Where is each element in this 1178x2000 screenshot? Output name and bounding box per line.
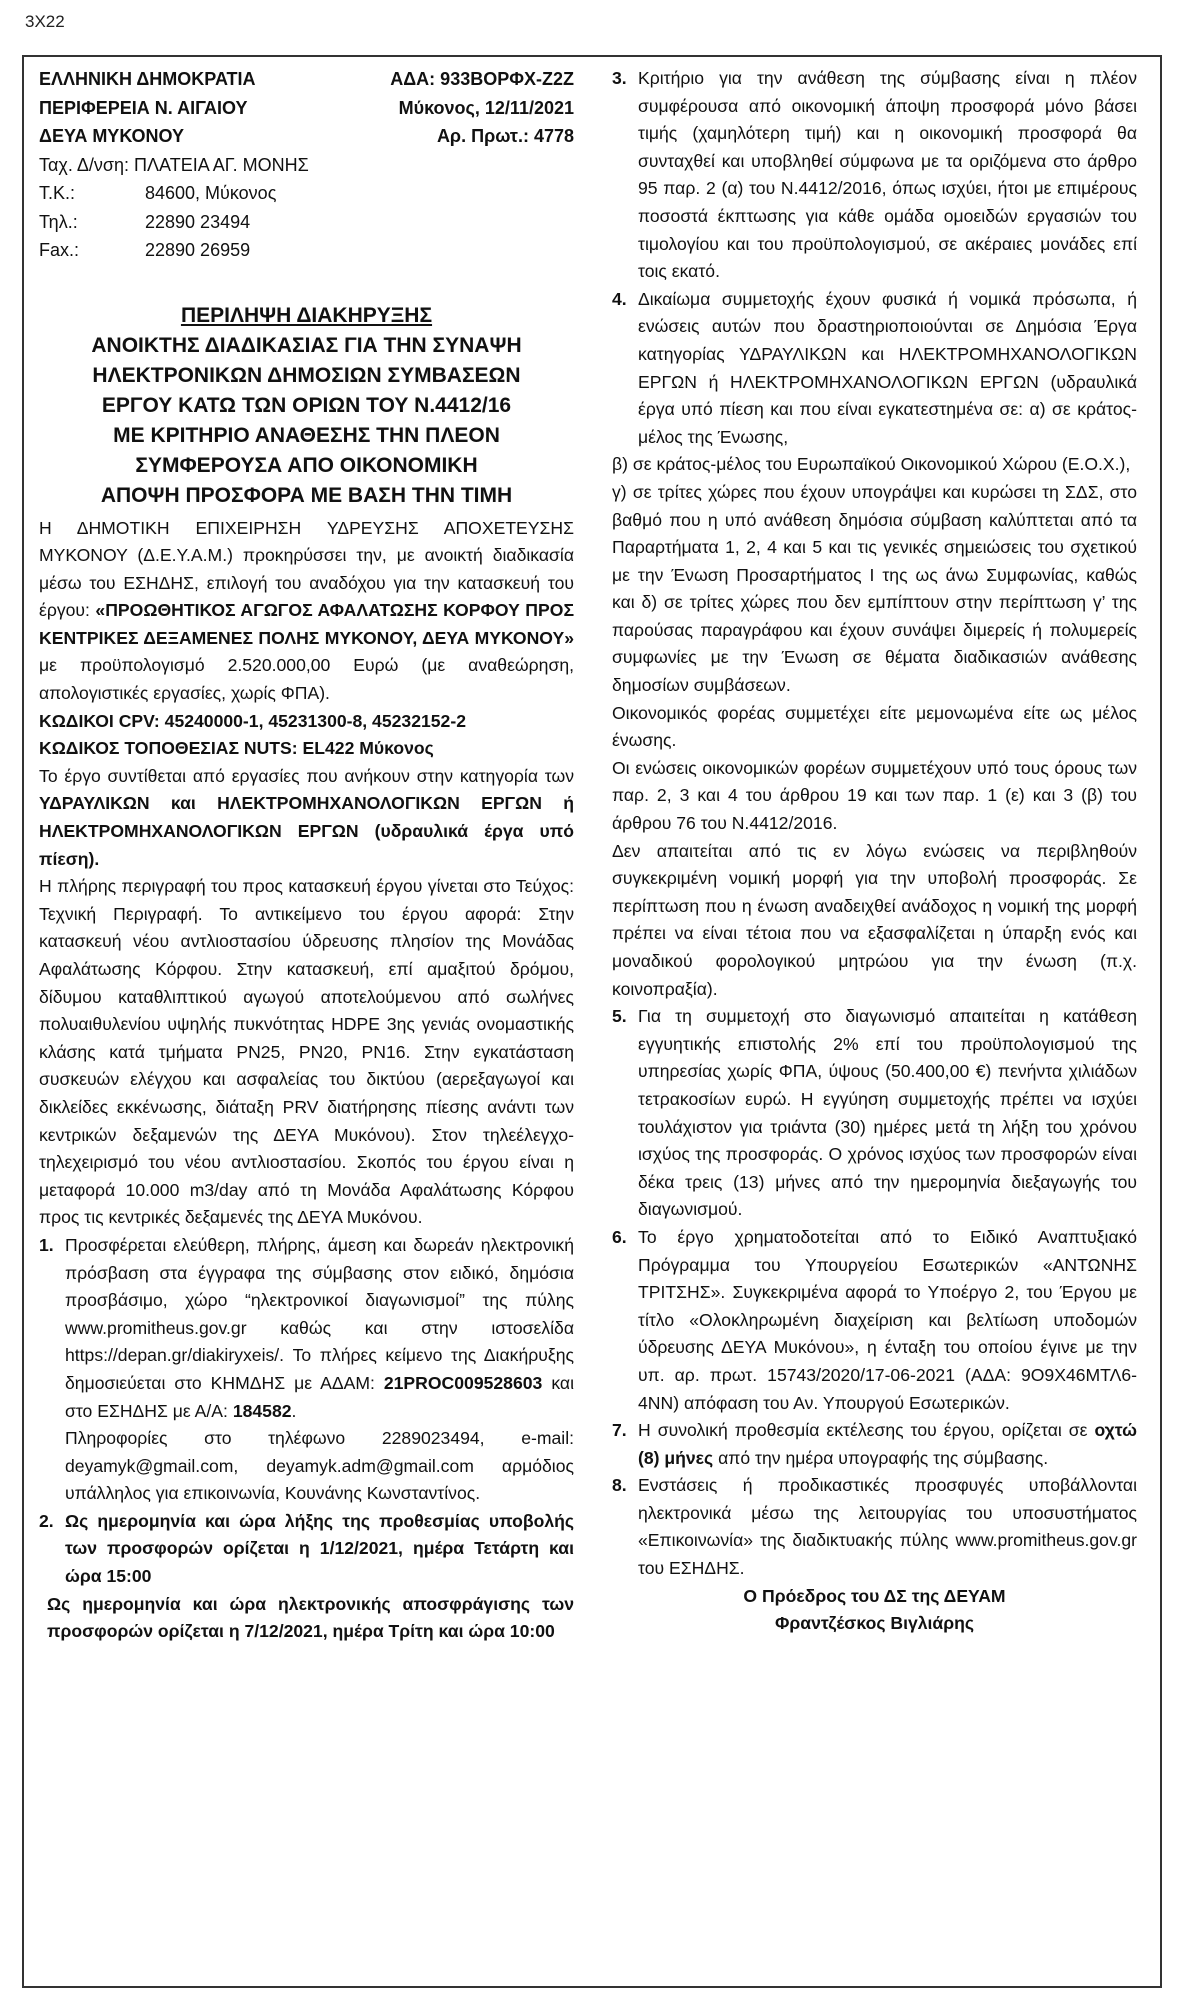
aa-number: 184582 (232, 1400, 292, 1421)
signature-name: Φραντζέσκος Βιγλιάρης (774, 1613, 975, 1634)
header-date: Μύκονος, 12/11/2021 (398, 97, 574, 118)
left-column (39, 65, 574, 1646)
signature-role: Ο Πρόεδρος του ΔΣ της ΔΕΥΑΜ (743, 1585, 1006, 1606)
contact-fax: Fax.: 22890 26959 (39, 240, 251, 260)
header-row-3 (39, 122, 574, 151)
cpv-codes: ΚΩΔΙΚΟΙ CPV: 45240000-1, 45231300-8, 45232152-2 (39, 710, 466, 731)
contact-info: Πληροφορίες στο τηλέφωνο 2289023494, e-mail: deyamyk@gmail.com, deyamyk.adm@gmail.com αρμόδιος υπάλληλος για επικοινωνία, Κουνάνης Κωνσταντίνος. (65, 1428, 574, 1504)
header-row-2 (39, 94, 574, 123)
notice-frame (22, 55, 1162, 1988)
nuts-code: ΚΩΔΙΚΟΣ ΤΟΠΟΘΕΣΙΑΣ NUTS: EL422 Μύκονος (39, 738, 434, 759)
category-paragraph: Το έργο συντίθεται από εργασίες που ανήκουν στην κατηγορία των ΥΔΡΑΥΛΙΚΩΝ και ΗΛΕΚΤΡΟΜΗΧΑΝΟΛΟΓΙΚΩΝ ΕΡΓΩΝ ή ΗΛΕΚΤΡΟΜΗΧΑΝΟΛΟΓΙΚΩΝ ΕΡΓΩΝ (υδραυλικά έργα υπό πίεση). (39, 765, 574, 869)
contact-phone: Τηλ.: 22890 23494 (39, 211, 251, 232)
item-1: 1. Προσφέρεται ελεύθερη, πλήρης, άμεση και δωρεάν ηλεκτρονική πρόσβαση στα έγγραφα της σύμβασης στον ειδικό, δημόσια προσβάσιμο, χώρο “ηλεκτρονικοί διαγωνισμοί” της πύλης www.promitheus.gov.gr καθώς και στην ιστοσελίδα https://depan.gr/diakiryxeis/. Το πλήρες κείμενο της Διακήρυξης δημοσιεύεται στο ΚΗΜΔΗΣ με ΑΔΑΜ: 21PROC009528603 και στο ΕΣΗΔΗΣ με Α/Α: 184582. Πληροφορίες στο τηλέφωνο 2289023494, e-mail: deyamyk@gmail.com, deyamyk.adm@gmail.com αρμόδιος υπάλληλος για επικοινωνία, Κουνάνης Κωνσταντίνος. (39, 1232, 574, 1508)
item-4-p1: Οικονομικός φορέας συμμετέχει είτε μεμονωμένα είτε ως μέλος ένωσης. (612, 702, 1137, 751)
opening-date: Ως ημερομηνία και ώρα ηλεκτρονικής αποσφράγισης των προσφορών ορίζεται η 7/12/2021, ημέρα Τρίτη και ώρα 10:00 (47, 1593, 574, 1642)
header-region: ΠΕΡΙΦΕΡΕΙΑ Ν. ΑΙΓΑΙΟΥ (39, 97, 248, 118)
header-org: ΔΕΥΑ ΜΥΚΟΝΟΥ (39, 126, 184, 146)
notice-heading: ΠΕΡΙΛΗΨΗ ΔΙΑΚΗΡΥΞΗΣ (180, 303, 433, 327)
item-4-p3: Δεν απαιτείται από τις εν λόγω ενώσεις να περιβληθούν συγκεκριμένη νομική μορφή για την υποβολή προσφοράς. Σε περίπτωση που η ένωση αναδειχθεί ανάδοχος η νομική της μορφή πρέπει να είναι τέτοια που να εξασφαλίζεται η ύπαρξη ενός και μοναδικού φορολογικού μητρώου για την ένωση (π.χ. κοινοπραξία). (612, 840, 1137, 999)
item-5: 5. Για τη συμμετοχή στο διαγωνισμό απαιτείται η κατάθεση εγγυητικής επιστολής 2% επί του προϋπολογισμού της υπηρεσίας χωρίς ΦΠΑ, ύψους (50.400,00 €) πενήντα χιλιάδων τετρακοσίων ευρώ. Η εγγύηση συμμετοχής πρέπει να ισχύει τουλάχιστον για τριάντα (30) ημέρες μετά τη λήξη του χρόνου ισχύος της προσφοράς. Ο χρόνος ισχύος των προσφορών είναι δέκα τρεις (13) μήνες από την ημερομηνία διεξαγωγής του διαγωνισμού. (612, 1006, 1137, 1220)
item-4-c: γ) σε τρίτες χώρες που έχουν υπογράψει και κυρώσει τη ΣΔΣ, στο βαθμό που η υπό ανάθεση δημόσια σύμβαση καλύπτεται από τα Παραρτήματα 1, 2, 4 και 5 και τις γενικές σημειώσεις του σχετικού με την Ένωση Προσαρτήματος I της ως άνω Συμφωνίας, καθώς και δ) σε τρίτες χώρες που δεν εμπίπτουν στην περίπτωση γ’ της παρούσας παραγράφου και έχουν συνάψει διμερείς ή πολυμερείς συμφωνίες με την Ένωση σε θέματα διαδικασιών ανάθεσης δημοσίων συμβάσεων. (612, 481, 1137, 696)
item-4-p2: Οι ενώσεις οικονομικών φορέων συμμετέχουν υπό τους όρους των παρ. 2, 3 και 4 του άρθρου 19 και των παρ. 1 (ε) και 3 (β) του άρθρου 76 του Ν.4412/2016. (612, 757, 1137, 834)
contact-postcode: Τ.Κ.: 84600, Μύκονος (39, 183, 277, 203)
description-paragraph: Η πλήρης περιγραφή του προς κατασκευή έργου γίνεται στο Τεύχος: Τεχνική Περιγραφή. Το αντικείμενο του έργου αφορά: Στην κατασκευή νέου αντλιοστασίου ύδρευσης πλησίον της Μονάδας Αφαλάτωσης Κόρφου. Στην κατασκευή, επί αμαξιτού δρόμου, δίδυμου καταθλιπτικού αγωγού αποτελούμενου από σωλήνες πολυαιθυλενίου υψηλής πυκνότητας HDPE 3ης γενιάς ονομαστικής κλάσης κατά τμήματα PN25, PN20, PN16. Στην εγκατάσταση συσκευών ελέγχου και ασφαλείας του δικτύου (αερεξαγωγοί και δικλείδες εκκένωσης, διάταξη PRV διατήρησης πίεσης ανάντι των κεντρικών δεξαμενών της ΔΕΥΑ Μυκόνου). Στον τηλεέλεγχο-τηλεχειρισμό του νέου αντλιοστασίου. Σκοπός του έργου είναι η μεταφορά 10.000 m3/day από τη Μονάδα Αφαλάτωσης Κόρφου προς τις κεντρικές δεξαμενές της ΔΕΥΑ Μυκόνου. (39, 876, 574, 1228)
item-7: 7. Η συνολική προθεσμία εκτέλεσης του έργου, ορίζεται σε οχτώ (8) μήνες από την ημέρα υπογραφής της σύμβασης. (612, 1420, 1137, 1468)
header-ada: ΑΔΑ: 933ΒΟΡΦΧ-Ζ2Ζ (390, 69, 574, 89)
address-line: Ταχ. Δ/νση: ΠΛΑΤΕΙΑ ΑΓ. ΜΟΝΗΣ (39, 154, 309, 175)
header-row-1 (39, 65, 574, 94)
right-column (612, 65, 1137, 1638)
item-8: 8. Ενστάσεις ή προδικαστικές προσφυγές υποβάλλονται ηλεκτρονικά μέσω της λειτουργίας του υποσυστήματος «Επικοινωνία» της διαδικτυακής πύλης www.promitheus.gov.gr του ΕΣΗΔΗΣ. (612, 1475, 1137, 1579)
adam-code: 21PROC009528603 (383, 1372, 543, 1393)
item-2: 2. Ως ημερομηνία και ώρα λήξης της προθεσμίας υποβολής των προσφορών ορίζεται η 1/12/2021, ημέρα Τετάρτη και ώρα 15:00 (39, 1508, 574, 1591)
project-title: «ΠΡΟΩΘΗΤΙΚΟΣ ΑΓΩΓΟΣ ΑΦΑΛΑΤΩΣΗΣ ΚΟΡΦΟΥ ΠΡΟΣ ΚΕΝΤΡΙΚΕΣ ΔΕΞΑΜΕΝΕΣ ΠΟΛΗΣ ΜΥΚΟΝΟΥ, ΔΕΥΑ ΜΥΚΟΝΟΥ» (39, 600, 574, 648)
item-6: 6. Το έργο χρηματοδοτείται από το Ειδικό Αναπτυξιακό Πρόγραμμα του Υπουργείου Εσωτερικών «ΑΝΤΩΝΗΣ ΤΡΙΤΣΗΣ». Συγκεκριμένα αφορά το Υποέργο 2, του Έργου με τίτλο «Ολοκληρωμένη διαχείριση και βελτίωση υποδομών ύδρευσης ΔΕΥΑ Μυκόνου», η ένταξη του οποίου έγινε με την υπ. αρ. πρωτ. 15743/2020/17-06-2021 (ΑΔΑ: 9Ο9Χ46ΜΤΛ6-4ΝΝ) απόφαση του Αν. Υπουργού Εσωτερικών. (612, 1226, 1137, 1413)
header-republic: ΕΛΛΗΝΙΚΗ ΔΗΜΟΚΡΑΤΙΑ (39, 69, 256, 89)
intro-paragraph: Η ΔΗΜΟΤΙΚΗ ΕΠΙΧΕΙΡΗΣΗ ΥΔΡΕΥΣΗΣ ΑΠΟΧΕΤΕΥΣΗΣ ΜΥΚΟΝΟΥ (Δ.Ε.Υ.Α.Μ.) προκηρύσσει την, με ανοικτή διαδικασία μέσω του ΕΣΗΔΗΣ, επιλογή του αναδόχου για την κατασκευή του έργου: «ΠΡΟΩΘΗΤΙΚΟΣ ΑΓΩΓΟΣ ΑΦΑΛΑΤΩΣΗΣ ΚΟΡΦΟΥ ΠΡΟΣ ΚΕΝΤΡΙΚΕΣ ΔΕΞΑΜΕΝΕΣ ΠΟΛΗΣ ΜΥΚΟΝΟΥ, ΔΕΥΑ ΜΥΚΟΝΟΥ» με προϋπολογισμό 2.520.000,00 Ευρώ (με αναθεώρηση, απολογιστικές εργασίες, χωρίς ΦΠΑ). (39, 517, 574, 704)
item-4: 4. Δικαίωμα συμμετοχής έχουν φυσικά ή νομικά πρόσωπα, ή ενώσεις αυτών που δραστηριοποιούνται σε Δημόσια Έργα κατηγορίας ΥΔΡΑΥΛΙΚΩΝ και ΗΛΕΚΤΡΟΜΗΧΑΝΟΛΟΓΙΚΩΝ ΕΡΓΩΝ ή ΗΛΕΚΤΡΟΜΗΧΑΝΟΛΟΓΙΚΩΝ ΕΡΓΩΝ (υδραυλικά έργα υπό πίεση και που είναι εγκατεστημένα σε: α) σε κράτος-μέλος της Ένωσης, (612, 288, 1137, 447)
submission-deadline: Ως ημερομηνία και ώρα λήξης της προθεσμίας υποβολής των προσφορών ορίζεται η 1/12/2021, ημέρα Τετάρτη και ώρα 15:00 (65, 1510, 574, 1587)
page-code: 3X22 (25, 12, 65, 31)
notice-title: ΠΕΡΙΛΗΨΗ ΔΙΑΚΗΡΥΞΗΣ ΑΝΟΙΚΤΗΣ ΔΙΑΔΙΚΑΣΙΑΣ ΓΙΑ ΤΗΝ ΣΥΝΑΨΗ ΗΛΕΚΤΡΟΝΙΚΩΝ ΔΗΜΟΣΙΩΝ ΣΥΜΒΑΣΕΩΝ ΕΡΓΟΥ ΚΑΤΩ ΤΩΝ ΟΡΙΩΝ ΤΟΥ Ν.4412/16 ΜΕ ΚΡΙΤΗΡΙΟ ΑΝΑΘΕΣΗΣ ΤΗΝ ΠΛΕΟΝ ΣΥΜΦΕΡΟΥΣΑ ΑΠΟ ΟΙΚΟΝΟΜΙΚΗ ΑΠΟΨΗ ΠΡΟΣΦΟΡΑ ΜΕ ΒΑΣΗ ΤΗΝ ΤΙΜΗ (39, 301, 574, 511)
item-4-b: β) σε κράτος-μέλος του Ευρωπαϊκού Οικονομικού Χώρου (Ε.Ο.Χ.), (612, 454, 1131, 475)
item-3: 3. Κριτήριο για την ανάθεση της σύμβασης είναι η πλέον συμφέρουσα από οικονομική άποψη προσφορά μόνο βάσει τιμής (χαμηλότερη τιμή) και η οικονομική προσφορά θα συνταχθεί και υποβληθεί σύμφωνα με τα οριζόμενα στο άρθρο 95 παρ. 2 (α) του Ν.4412/2016, όπως ισχύει, ήτοι με επιμέρους ποσοστά έκπτωσης για κάθε ομάδα ομοειδών εργασιών του τιμολογίου και του προϋπολογισμού, σε ακέραιες μονάδες επί τοις εκατό. (612, 68, 1137, 282)
header-protocol: Αρ. Πρωτ.: 4778 (436, 126, 574, 146)
